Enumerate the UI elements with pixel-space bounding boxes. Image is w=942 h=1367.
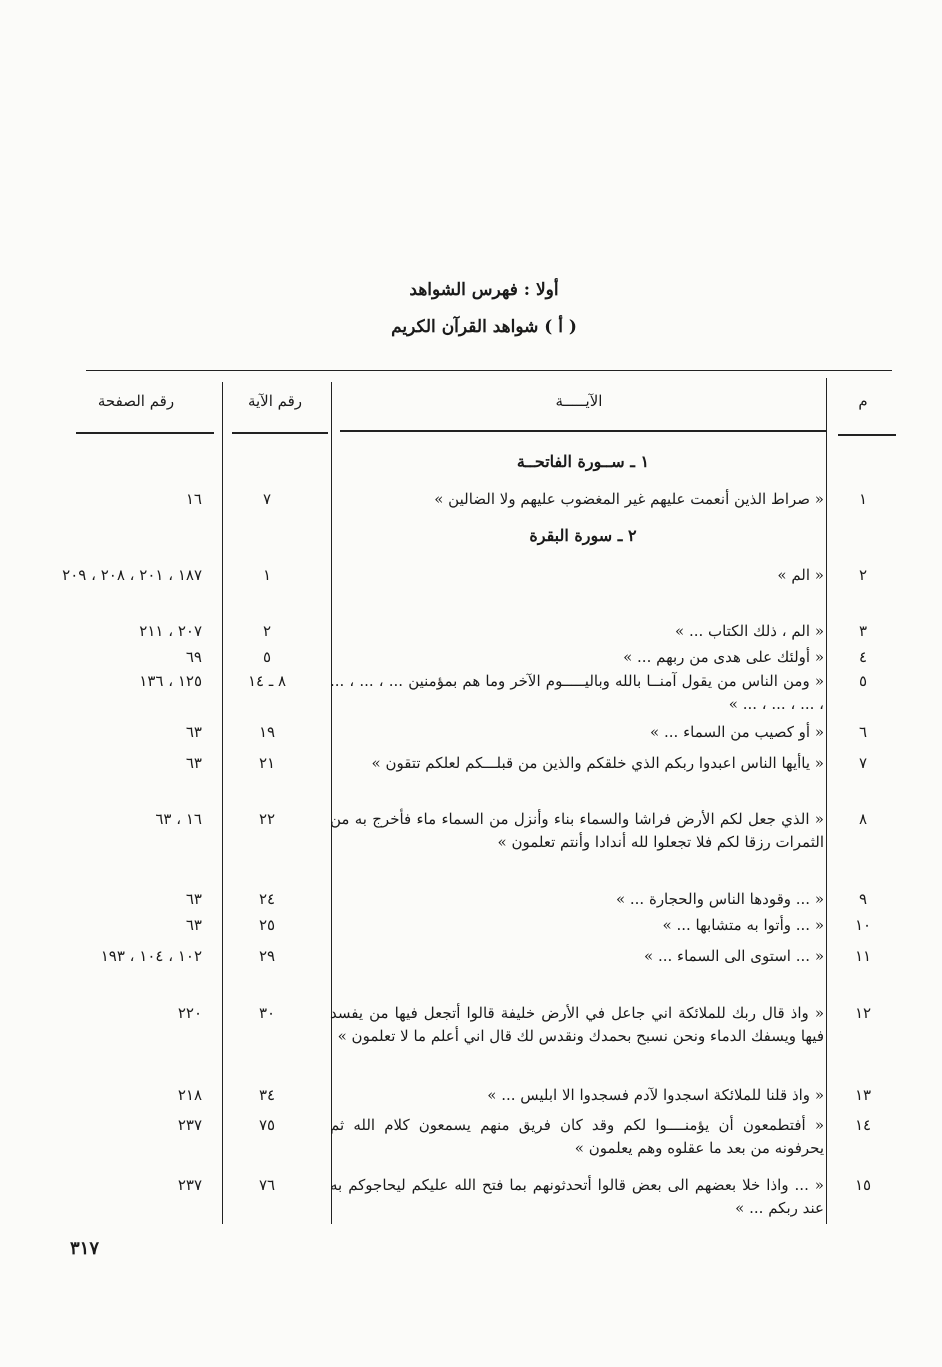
header-rule-page xyxy=(76,432,214,434)
index-title-text: أولا : فهرس الشواهد xyxy=(409,280,559,300)
verse-number: ٧٦ xyxy=(258,1176,276,1194)
header-page: رقم الصفحة xyxy=(97,392,175,410)
surah-heading: ١ ـ ســورة الفاتحــة xyxy=(516,452,650,471)
verse-text: « أولئك على هدى من ربهم ... » xyxy=(623,648,824,666)
verse-text: « ... وقودها الناس والحجارة ... » xyxy=(615,890,824,908)
row-number: ٦ xyxy=(858,723,868,741)
row-number: ٩ xyxy=(858,890,868,908)
verse-text: « الم ، ذلك الكتاب ... » xyxy=(675,622,824,640)
row-number: ١٤ xyxy=(854,1116,872,1134)
surah-heading: ٢ ـ سورة البقرة xyxy=(529,526,637,545)
verse-number: ١ xyxy=(262,566,272,584)
verse-number: ٨ ـ ١٤ xyxy=(247,672,287,690)
page-reference: ١٦ xyxy=(185,490,202,508)
verse-text: « ... واذا خلا بعضهم الى بعض قالوا أتحدثونهم بما فتح الله عليكم ليحاجوكم به عند ربكم ... » xyxy=(330,1176,824,1217)
header-rule-num xyxy=(838,434,896,436)
verse-number: ٢٥ xyxy=(258,916,276,934)
verse-number: ٢١ xyxy=(258,754,276,772)
row-number: ٢ xyxy=(858,566,868,584)
page-reference: ١٨٧ ، ٢٠١ ، ٢٠٨ ، ٢٠٩ xyxy=(62,566,202,584)
verse-number: ٢ xyxy=(262,622,272,640)
verse-number: ٣٠ xyxy=(258,1004,276,1022)
verse-text: « واذ قلنا للملائكة اسجدوا لآدم فسجدوا الا ابليس ... » xyxy=(487,1086,824,1104)
index-subtitle-text: ( أ ) شواهد القرآن الكريم xyxy=(391,317,577,337)
column-divider-num xyxy=(826,378,827,1224)
page-number: ٣١٧ xyxy=(70,1238,100,1259)
page-reference: ١٠٢ ، ١٠٤ ، ١٩٣ xyxy=(100,947,202,965)
header-aya-no: رقم الآية xyxy=(247,392,303,410)
index-subtitle xyxy=(0,317,942,337)
page-reference: ٢١٨ xyxy=(177,1086,202,1104)
row-number: ٥ xyxy=(858,672,868,690)
verse-text: « أو كصيب من السماء ... » xyxy=(650,723,824,741)
page-reference: ٢٠٧ ، ٢١١ xyxy=(139,622,202,640)
verse-text: « أفتطمعون أن يؤمنــــوا لكم وقد كان فريق منهم يسمعون كلام الله ثم يحرفونه من بعد ما عقلوه وهم يعلمون » xyxy=(330,1116,824,1157)
row-number: ١٢ xyxy=(854,1004,872,1022)
verse-text: « ... وأتوا به متشابها ... » xyxy=(662,916,824,934)
row-number: ١٣ xyxy=(854,1086,872,1104)
page-reference: ٢٣٧ xyxy=(177,1176,202,1194)
verse-text: « الم » xyxy=(777,566,824,584)
row-number: ١٥ xyxy=(854,1176,872,1194)
row-number: ١ xyxy=(858,490,868,508)
page-reference: ٦٣ xyxy=(185,890,202,908)
row-number: ١١ xyxy=(854,947,872,965)
page-reference: ١٦ ، ٦٣ xyxy=(155,810,202,828)
header-rule-ayano xyxy=(232,432,328,434)
page-reference: ٦٣ xyxy=(185,754,202,772)
verse-number: ٧٥ xyxy=(258,1116,276,1134)
page-reference: ٦٣ xyxy=(185,916,202,934)
row-number: ٨ xyxy=(858,810,868,828)
page-reference: ١٢٥ ، ١٣٦ xyxy=(139,672,202,690)
page-reference: ٦٣ xyxy=(185,723,202,741)
index-title xyxy=(0,280,942,300)
verse-number: ٧ xyxy=(262,490,272,508)
verse-text: « الذي جعل لكم الأرض فراشا والسماء بناء وأنزل من السماء ماء فأخرج به من الثمرات رزقا لكم فلا تجعلوا لله أندادا وأنتم تعلمون » xyxy=(330,810,824,851)
verse-number: ١٩ xyxy=(258,723,276,741)
page-reference: ٢٢٠ xyxy=(177,1004,202,1022)
verse-text: « صراط الذين أنعمت عليهم غير المغضوب عليهم ولا الضالين » xyxy=(434,490,824,508)
row-number: ٣ xyxy=(858,622,868,640)
page-reference: ٢٣٧ xyxy=(177,1116,202,1134)
verse-number: ٥ xyxy=(262,648,272,666)
verse-text: « ياأيها الناس اعبدوا ربكم الذي خلقكم والذين من قبلـــكم لعلكم تتقون » xyxy=(371,754,824,772)
verse-number: ٢٢ xyxy=(258,810,276,828)
verse-number: ٣٤ xyxy=(258,1086,276,1104)
header-aya: الآيـــــة xyxy=(555,392,603,410)
row-number: ٤ xyxy=(858,648,868,666)
verse-number: ٢٩ xyxy=(258,947,276,965)
column-divider-page xyxy=(222,382,223,1224)
row-number: ١٠ xyxy=(854,916,872,934)
header-rule-aya xyxy=(340,430,826,432)
row-number: ٧ xyxy=(858,754,868,772)
header-num: م xyxy=(858,392,868,410)
table-top-rule xyxy=(86,370,892,371)
verse-number: ٢٤ xyxy=(258,890,276,908)
verse-text: « ... استوى الى السماء ... » xyxy=(644,947,824,965)
verse-text: « واذ قال ربك للملائكة اني جاعل في الأرض خليفة قالوا أتجعل فيها من يفسد فيها ويسفك الدماء ونحن نسبح بحمدك ونقدس لك قال اني أعلم ما لا تعلمون » xyxy=(330,1004,824,1045)
page-reference: ٦٩ xyxy=(185,648,202,666)
verse-text: « ومن الناس من يقول آمنــا بالله وباليـــــوم الآخر وما هم بمؤمنين ... ، ... ، ... ، ... ، ... ، ... » xyxy=(330,672,824,713)
